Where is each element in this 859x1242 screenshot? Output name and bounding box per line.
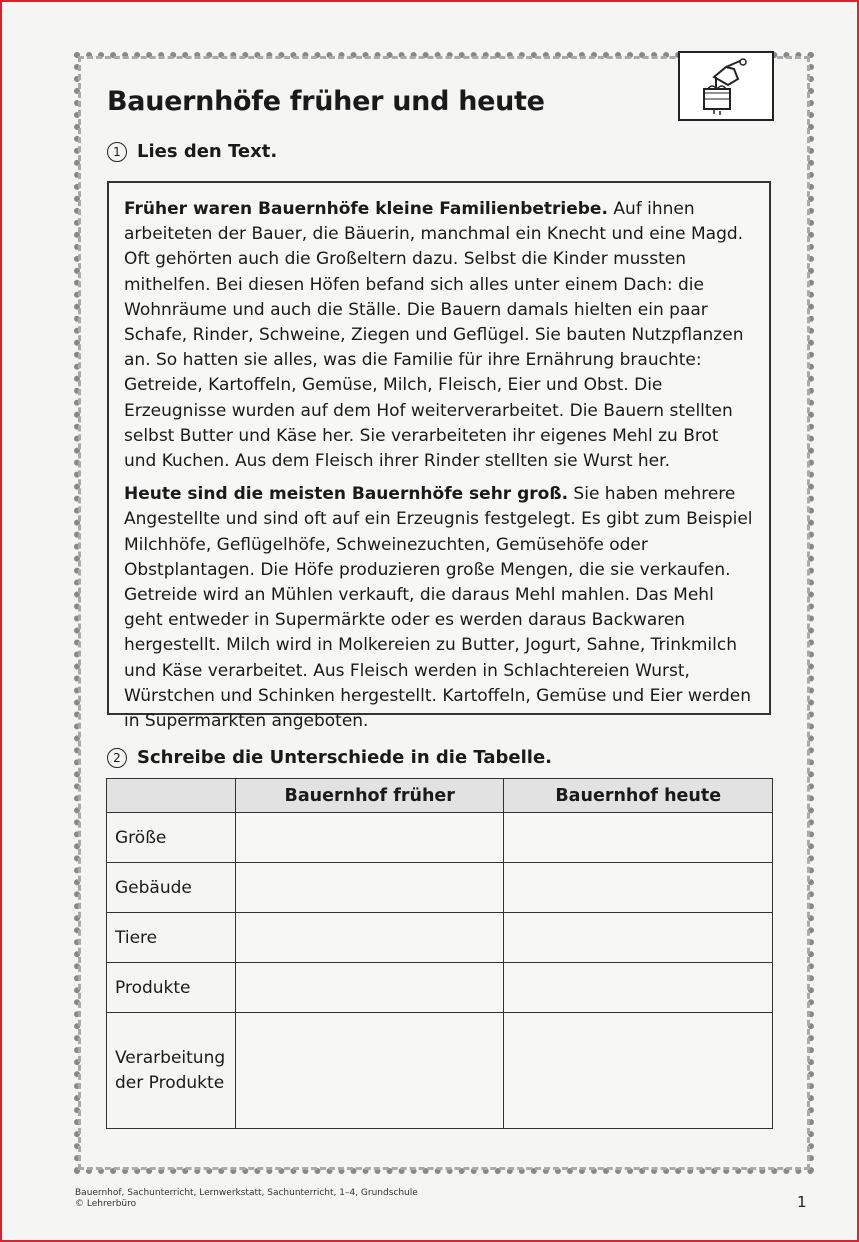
task-2-number: 2 xyxy=(107,748,127,768)
table-row xyxy=(107,813,773,863)
task-2-heading xyxy=(107,747,552,768)
footer xyxy=(75,1188,418,1210)
row-label-animals: Tiere xyxy=(107,913,236,963)
paragraph-past xyxy=(124,197,755,474)
table-row xyxy=(107,1013,773,1129)
cell-products-today[interactable] xyxy=(504,963,773,1013)
page-number: 1 xyxy=(797,1193,807,1211)
paragraph-today xyxy=(124,482,755,734)
comparison-table xyxy=(106,778,773,1129)
reading-text-box xyxy=(107,181,771,732)
task-1-label: Lies den Text. xyxy=(137,141,278,162)
paragraph-past-body: Auf ihnen arbeiteten der Bauer, die Bäuerin, manchmal ein Knecht und eine Magd. Oft gehörten auch die Großeltern dazu. Selbst die Kinder mussten mithelfen. Bei diesen Höfen befand sich alles unter einem Dach: die Wohnräume und auch die Ställe. Die Bauern damals hielten ein paar Schafe, Rinder, Schweine, Ziegen und Geflügel. Sie bauten Nutzpflanzen an. So hatten sie alles, was die Familie für ihre Ernährung brauchte: Getreide, Kartoffeln, Gemüse, Milch, Fleisch, Eier und Obst. Die Erzeugnisse wurden auf dem Hof weiterverarbeitet. Die Bauern stellten selbst Butter und Käse her. Sie verarbeiteten ihr eigenes Mehl zu Brot und Kuchen. Aus dem Fleisch ihrer Rinder stellten sie Wurst her. xyxy=(124,199,744,472)
page-title: Bauernhöfe früher und heute xyxy=(107,86,545,117)
task-2-label: Schreibe die Unterschiede in die Tabelle. xyxy=(137,747,553,768)
cell-processing-past[interactable] xyxy=(235,1013,504,1129)
paragraph-today-lead: Heute sind die meisten Bauernhöfe sehr groß. xyxy=(124,484,569,505)
row-label-products: Produkte xyxy=(107,963,236,1013)
table-row xyxy=(107,963,773,1013)
cell-animals-today[interactable] xyxy=(504,913,773,963)
task-1-heading xyxy=(107,141,277,162)
row-label-buildings: Gebäude xyxy=(107,863,236,913)
cell-animals-past[interactable] xyxy=(235,913,504,963)
table-header-today: Bauernhof heute xyxy=(504,779,773,813)
task-1-number: 1 xyxy=(107,142,127,162)
cell-size-today[interactable] xyxy=(504,813,773,863)
cell-products-past[interactable] xyxy=(235,963,504,1013)
footer-source: Bauernhof, Sachunterricht, Lernwerkstatt, Sachunterricht, 1–4, Grundschule xyxy=(75,1188,418,1198)
table-header-empty xyxy=(107,779,236,813)
row-label-processing: Verarbeitung der Produkte xyxy=(107,1013,236,1129)
table-header-past: Bauernhof früher xyxy=(235,779,504,813)
paragraph-today-body: Sie haben mehrere Angestellte und sind oft auf ein Erzeugnis festgelegt. Es gibt zum Beispiel Milchhöfe, Geflügelhöfe, Schweinezuchten, Gemüsehöfe oder Obstplantagen. Die Höfe produzieren große Mengen, die sie verkaufen. Getreide wird an Mühlen verkauft, die daraus Mehl mahlen. Das Mehl geht entweder in Supermärkte oder es werden daraus Backwaren hergestellt. Milch wird in Molkereien zu Butter, Jogurt, Sahne, Trinkmilch und Käse verarbeitet. Aus Fleisch werden in Schlachtereien Wurst, Würstchen und Schinken hergestellt. Kartoffeln, Gemüse und Eier werden in Supermärkten angeboten. xyxy=(124,484,753,732)
cell-size-past[interactable] xyxy=(235,813,504,863)
table-row xyxy=(107,913,773,963)
paragraph-past-lead: Früher waren Bauernhöfe kleine Familienbetriebe. xyxy=(124,199,608,219)
row-label-size: Größe xyxy=(107,813,236,863)
cell-buildings-today[interactable] xyxy=(504,863,773,913)
watering-can-plant-icon xyxy=(678,51,774,121)
table-row xyxy=(107,863,773,913)
footer-copyright: © Lehrerbüro xyxy=(75,1199,137,1209)
cell-processing-today[interactable] xyxy=(504,1013,773,1129)
table-header-row xyxy=(107,779,773,813)
cell-buildings-past[interactable] xyxy=(235,863,504,913)
